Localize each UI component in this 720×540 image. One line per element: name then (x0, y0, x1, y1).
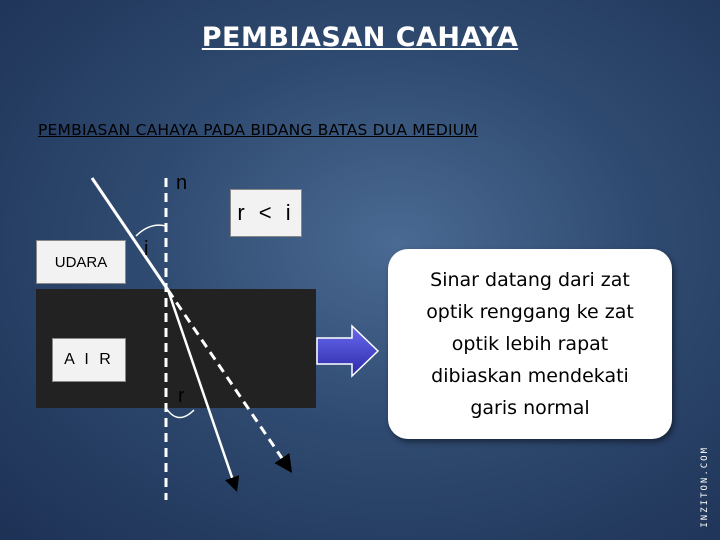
ray-extension (168, 290, 290, 470)
callout-text: Sinar datang dari zat optik renggang ke zat optik lebih rapat dibiaskan mendekati garis normal (426, 269, 634, 419)
medium-water-label-box (52, 338, 126, 382)
page-subtitle: PEMBIASAN CAHAYA PADA BIDANG BATAS DUA MEDIUM (38, 121, 478, 139)
angle-i-arc (136, 225, 166, 236)
callout-arrow (317, 326, 378, 376)
incidence-angle-label: i (144, 238, 149, 260)
watermark: INZITON.COM (700, 446, 710, 528)
angle-r-arc (166, 408, 194, 418)
page-title: PEMBIASAN CAHAYA (201, 22, 519, 53)
relation-label: r < i (237, 200, 295, 225)
medium-top-label: UDARA (54, 253, 108, 271)
relation-box (230, 189, 302, 237)
explanation-callout (388, 249, 672, 439)
normal-label: n (176, 172, 188, 194)
refraction-angle-label: r (178, 385, 185, 407)
medium-air-label-box (36, 240, 126, 284)
medium-bottom-label: A I R (64, 351, 114, 368)
